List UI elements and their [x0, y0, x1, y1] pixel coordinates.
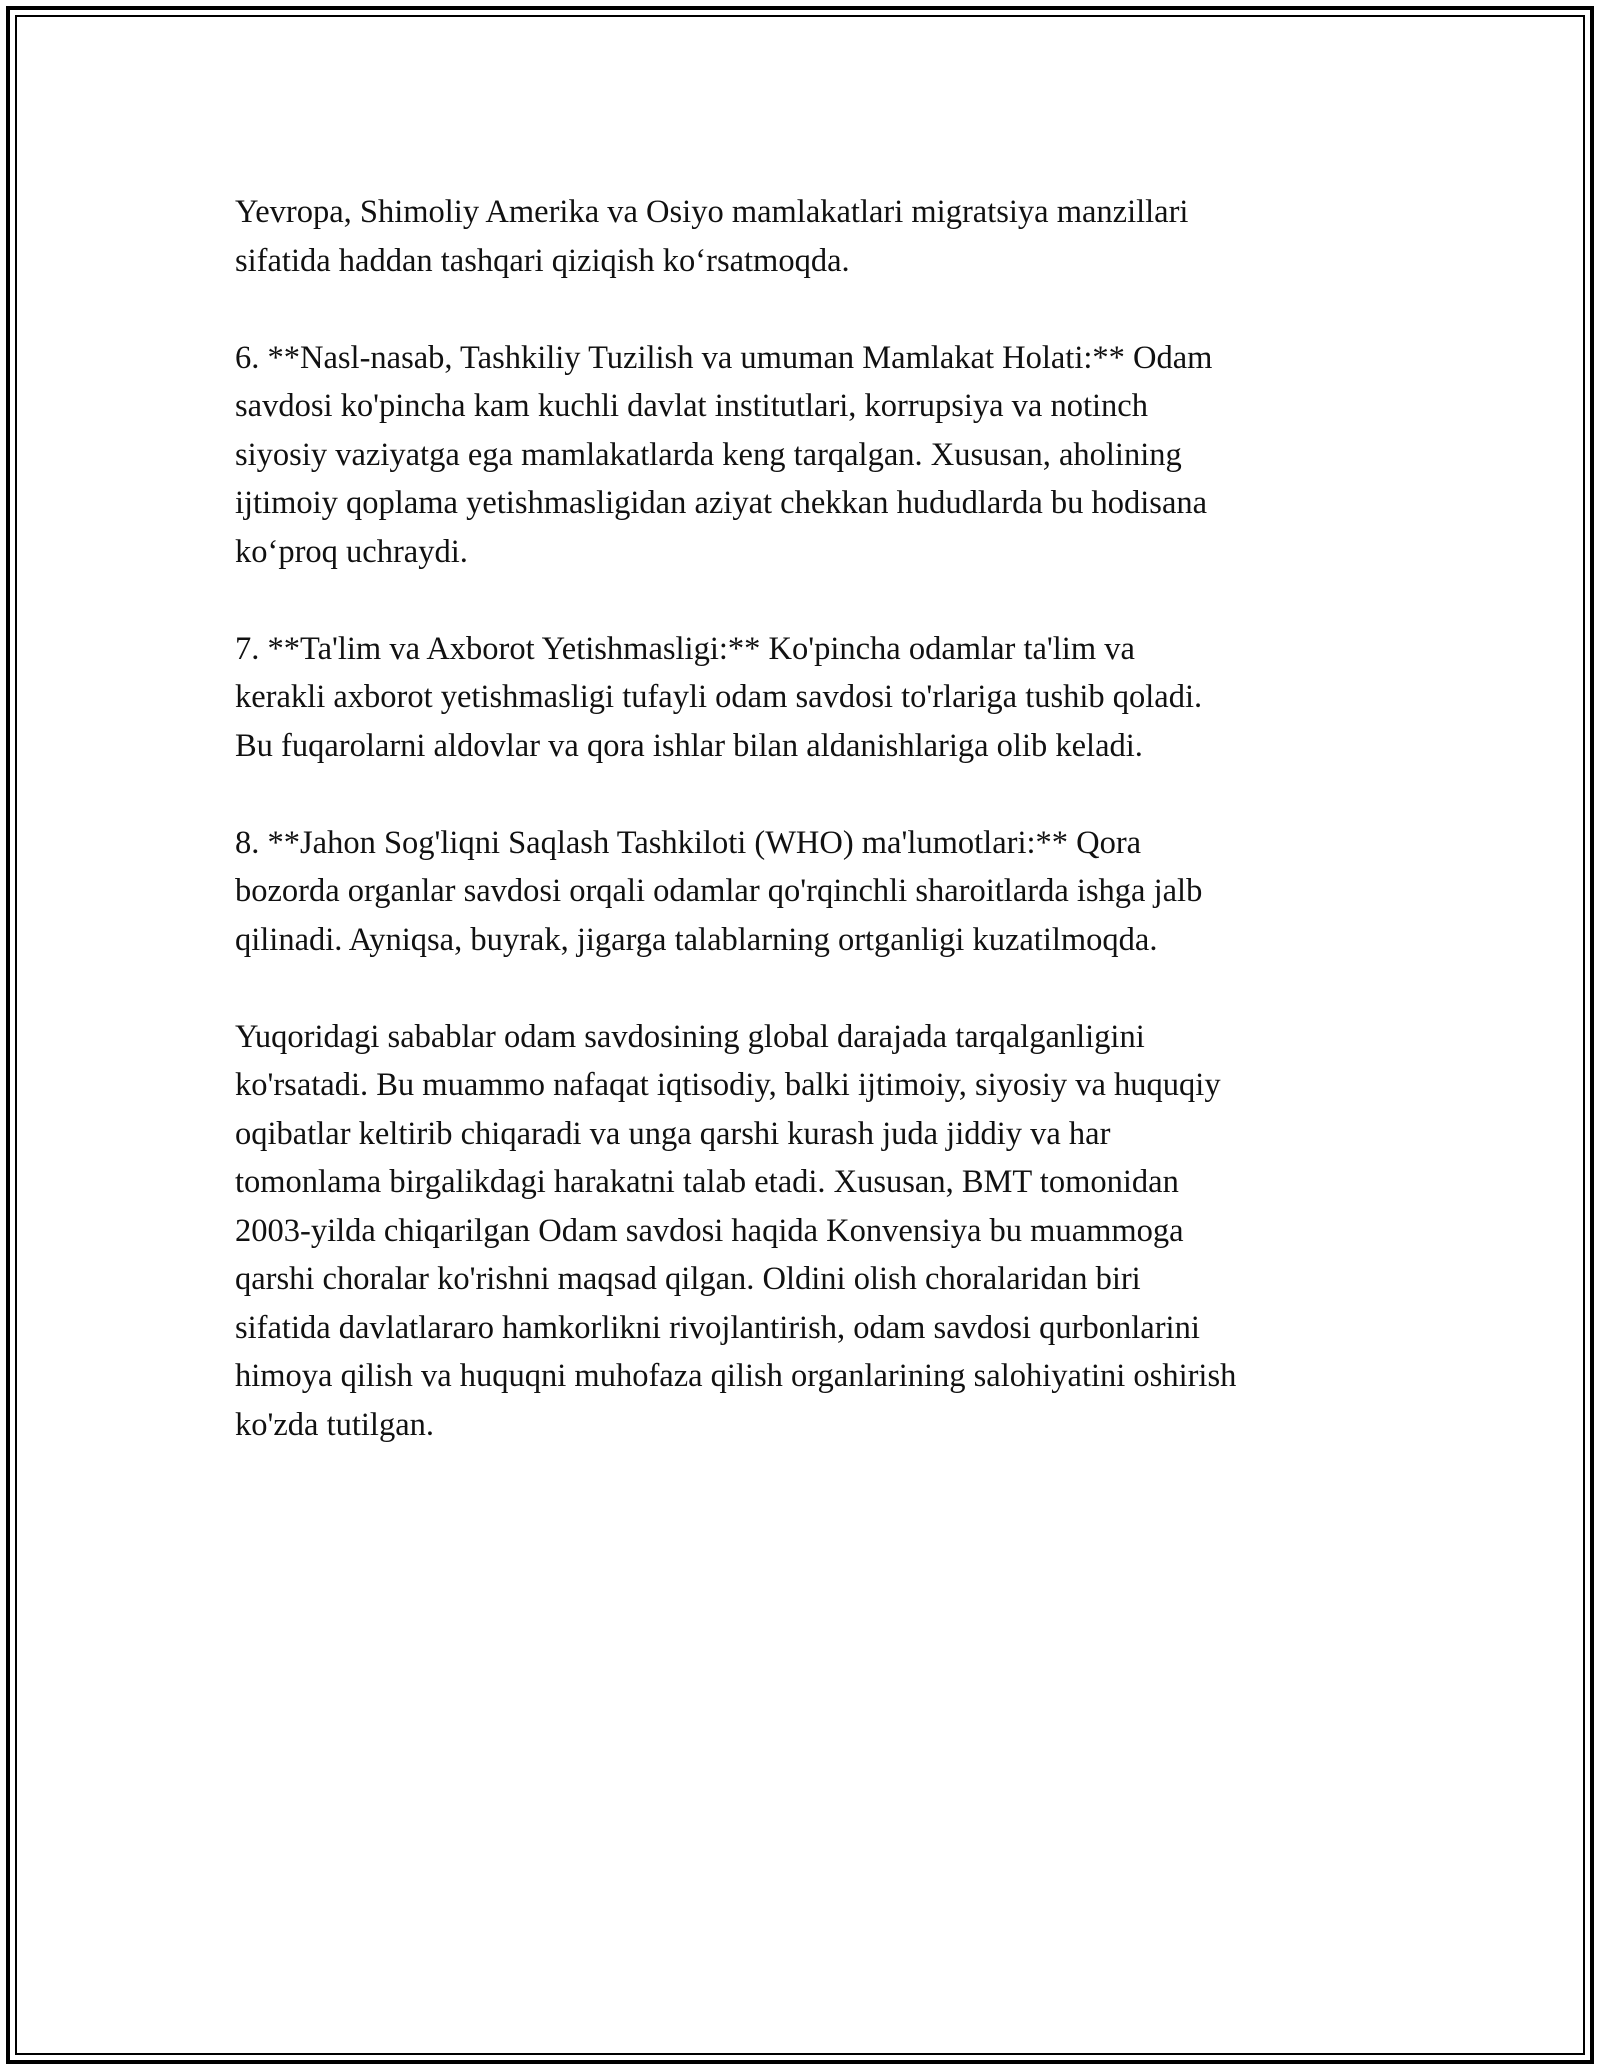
paragraph-item-6: 6. **Nasl-nasab, Tashkiliy Tuzilish va umuman Mamlakat Holati:** Odam savdosi ko'pincha kam kuchli davlat institutlari, korrupsiya va notinch siyosiy vaziyatga ega mamlakatlarda keng tarqalgan. Xususan, aholining ijtimoiy qoplama yetishmasligidan aziyat chekkan hududlarda bu hodisana ko‘proq uchraydi.: [235, 339, 1213, 570]
paragraph-item-7: 7. **Ta'lim va Axborot Yetishmasligi:** Ko'pincha odamlar ta'lim va kerakli axborot yetishmasligi tufayli odam savdosi to'rlariga tushib qoladi. Bu fuqarolarni aldovlar va qora ishlar bilan aldanishlariga olib keladi.: [235, 630, 1203, 764]
paragraph-item-8: 8. **Jahon Sog'liqni Saqlash Tashkiloti (WHO) ma'lumotlari:** Qora bozorda organlar savdosi orqali odamlar qo'rqinchli sharoitlarda ishga jalb qilinadi. Ayniqsa, buyrak, jigarga talablarning ortganligi kuzatilmoqda.: [235, 824, 1203, 958]
paragraph-migration-destinations: Yevropa, Shimoliy Amerika va Osiyo mamlakatlari migratsiya manzillari sifatida haddan tashqari qiziqish ko‘rsatmoqda.: [235, 194, 1189, 279]
document-body: [235, 188, 1385, 1498]
paragraph-conclusion: Yuqoridagi sabablar odam savdosining global darajada tarqalganligini ko'rsatadi. Bu muammo nafaqat iqtisodiy, balki ijtimoiy, siyosiy va huquqiy oqibatlar keltirib chiqaradi va unga qarshi kurash juda jiddiy va har tomonlama birgalikdagi harakatni talab etadi. Xususan, BMT tomonidan 2003-yilda chiqarilgan Odam savdosi haqida Konvensiya bu muammoga qarshi choralar ko'rishni maqsad qilgan. Oldini olish choralaridan biri sifatida davlatlararo hamkorlikni rivojlantirish, odam savdosi qurbonlarini himoya qilish va huquqni muhofaza qilish organlarining salohiyatini oshirish ko'zda tutilgan.: [235, 1018, 1237, 1443]
